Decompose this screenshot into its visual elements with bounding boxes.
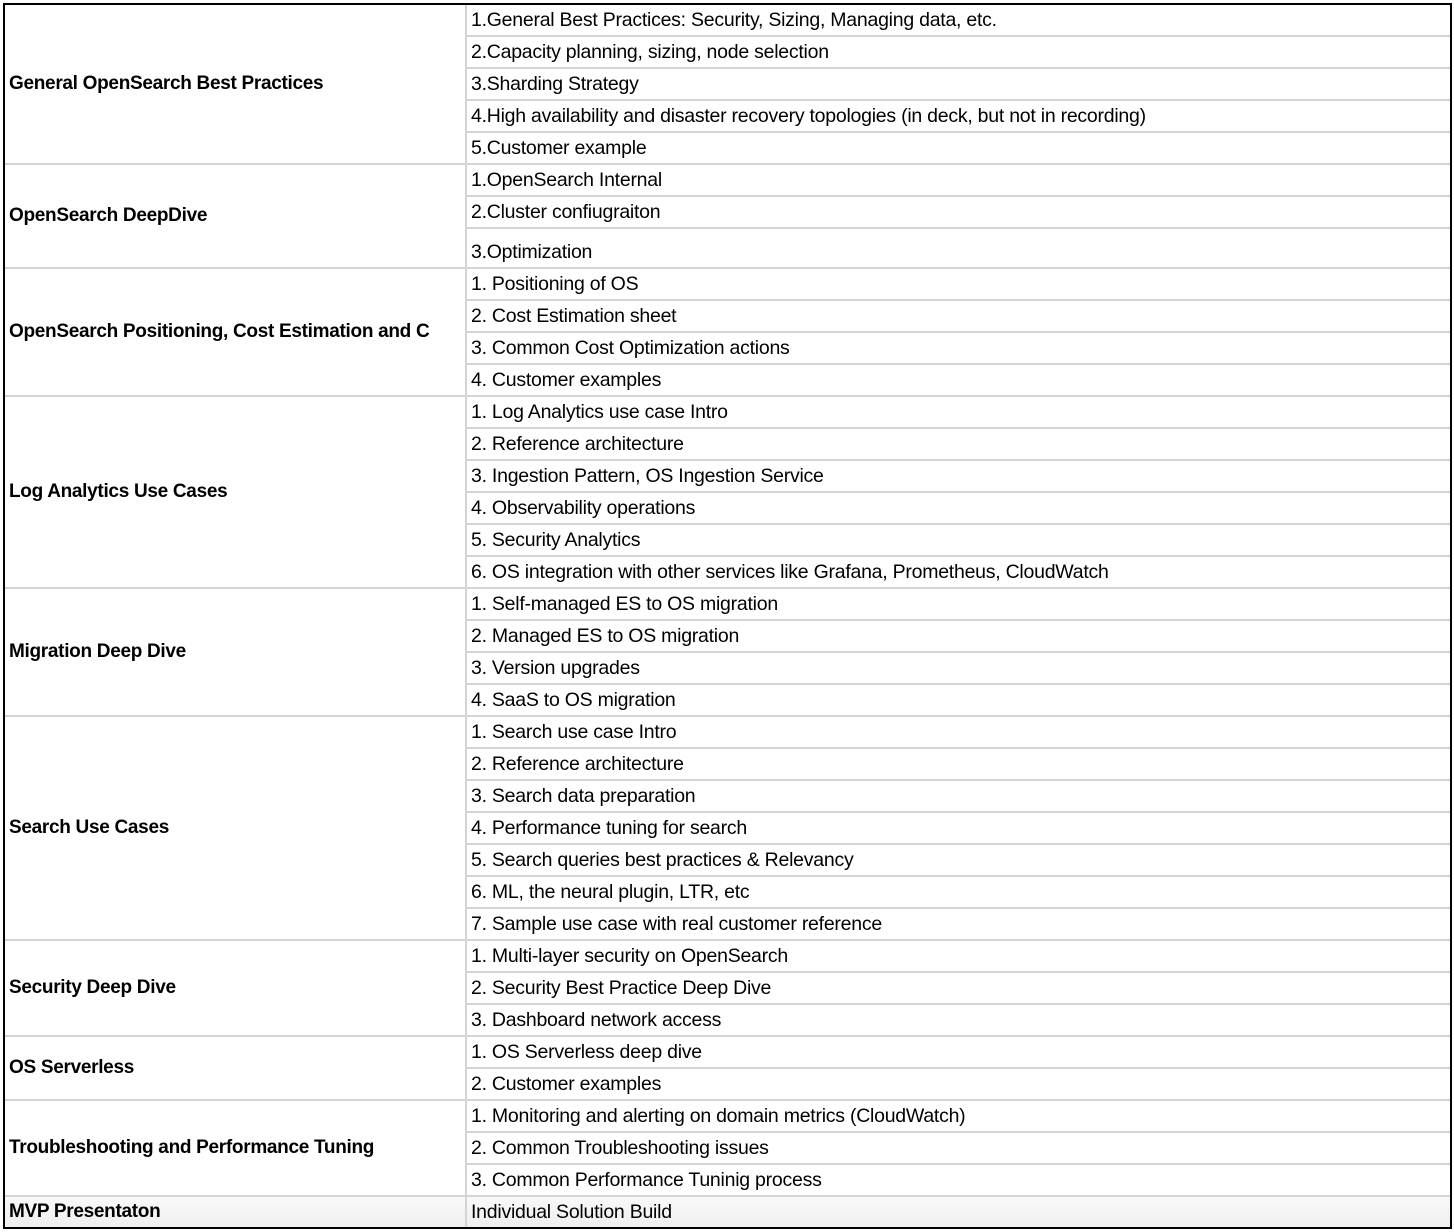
group-troubleshooting (5, 1099, 1450, 1195)
item-cell[interactable]: 3. Ingestion Pattern, OS Ingestion Service (467, 459, 1450, 491)
item-cell[interactable]: 5.Customer example (467, 131, 1450, 163)
item-cell[interactable]: 3.Sharding Strategy (467, 67, 1450, 99)
group-log-analytics (5, 395, 1450, 587)
item-cell[interactable]: 4.High availability and disaster recovery topologies (in deck, but not in recording) (467, 99, 1450, 131)
category-cell[interactable]: OS Serverless (5, 1037, 467, 1099)
item-cell[interactable]: 2. Common Troubleshooting issues (467, 1131, 1450, 1163)
items-column (467, 269, 1450, 395)
item-cell[interactable]: 2. Customer examples (467, 1067, 1450, 1099)
item-cell[interactable]: 3.Optimization (467, 227, 1450, 267)
item-cell[interactable]: 1. Self-managed ES to OS migration (471, 593, 778, 615)
item-cell[interactable]: 2. Security Best Practice Deep Dive (467, 971, 1450, 1003)
item-cell[interactable]: 3. Version upgrades (467, 651, 1450, 683)
item-cell[interactable]: 1. Positioning of OS (471, 273, 639, 295)
category-cell[interactable]: OpenSearch Positioning, Cost Estimation and C (5, 269, 467, 395)
item-cell[interactable]: 6. ML, the neural plugin, LTR, etc (467, 875, 1450, 907)
item-cell[interactable]: 1. Monitoring and alerting on domain metrics (CloudWatch) (471, 1105, 966, 1127)
item-cell[interactable]: 2.Capacity planning, sizing, node selection (467, 35, 1450, 67)
group-positioning-cost (5, 267, 1450, 395)
item-cell[interactable]: 4. Observability operations (467, 491, 1450, 523)
group-general-best-practices (5, 5, 1450, 163)
item-cell[interactable]: 2. Reference architecture (467, 427, 1450, 459)
item-cell[interactable]: 3. Common Performance Tuninig process (467, 1163, 1450, 1195)
item-cell[interactable]: 1.General Best Practices: Security, Sizing, Managing data, etc. (471, 9, 997, 31)
item-cell[interactable]: 7. Sample use case with real customer reference (467, 907, 1450, 939)
items-column (467, 397, 1450, 587)
item-cell[interactable]: Individual Solution Build (467, 1197, 1450, 1227)
category-cell[interactable]: Security Deep Dive (5, 941, 467, 1035)
group-migration (5, 587, 1450, 715)
category-cell[interactable]: Log Analytics Use Cases (5, 397, 467, 587)
curriculum-table (3, 3, 1452, 1229)
item-cell[interactable]: 3. Search data preparation (467, 779, 1450, 811)
item-cell[interactable]: 2.Cluster confiugraiton (467, 195, 1450, 227)
items-column (467, 1101, 1450, 1195)
category-cell[interactable]: Troubleshooting and Performance Tuning (5, 1101, 467, 1195)
item-cell[interactable]: 1. OS Serverless deep dive (471, 1041, 702, 1063)
group-mvp (5, 1195, 1450, 1227)
items-column (467, 165, 1450, 267)
category-cell[interactable]: Search Use Cases (5, 717, 467, 939)
item-cell[interactable]: 6. OS integration with other services like Grafana, Prometheus, CloudWatch (467, 555, 1450, 587)
items-column (467, 589, 1450, 715)
items-column (467, 941, 1450, 1035)
item-cell[interactable]: 1.OpenSearch Internal (471, 169, 662, 191)
group-serverless (5, 1035, 1450, 1099)
item-cell[interactable]: 2. Managed ES to OS migration (467, 619, 1450, 651)
items-column (467, 5, 1450, 163)
items-column (467, 1037, 1450, 1099)
item-cell[interactable]: 4. SaaS to OS migration (467, 683, 1450, 715)
item-cell[interactable]: 1. Log Analytics use case Intro (471, 401, 728, 423)
category-cell[interactable]: OpenSearch DeepDive (5, 165, 467, 267)
item-cell[interactable]: 4. Performance tuning for search (467, 811, 1450, 843)
items-column (467, 717, 1450, 939)
item-cell[interactable]: 1. Multi-layer security on OpenSearch (471, 945, 788, 967)
item-cell[interactable]: 2. Cost Estimation sheet (467, 299, 1450, 331)
group-opensearch-deepdive (5, 163, 1450, 267)
category-cell[interactable]: General OpenSearch Best Practices (5, 5, 467, 163)
category-cell[interactable]: MVP Presentaton (5, 1197, 467, 1227)
group-search-use-cases (5, 715, 1450, 939)
items-column (467, 1197, 1450, 1227)
item-cell[interactable]: 5. Search queries best practices & Relevancy (467, 843, 1450, 875)
item-cell[interactable]: 3. Common Cost Optimization actions (467, 331, 1450, 363)
item-cell[interactable]: 3. Dashboard network access (467, 1003, 1450, 1035)
item-cell[interactable]: 1. Search use case Intro (471, 721, 677, 743)
group-security (5, 939, 1450, 1035)
item-cell[interactable]: 4. Customer examples (467, 363, 1450, 395)
item-cell[interactable]: 2. Reference architecture (467, 747, 1450, 779)
category-cell[interactable]: Migration Deep Dive (5, 589, 467, 715)
item-cell[interactable]: 5. Security Analytics (467, 523, 1450, 555)
